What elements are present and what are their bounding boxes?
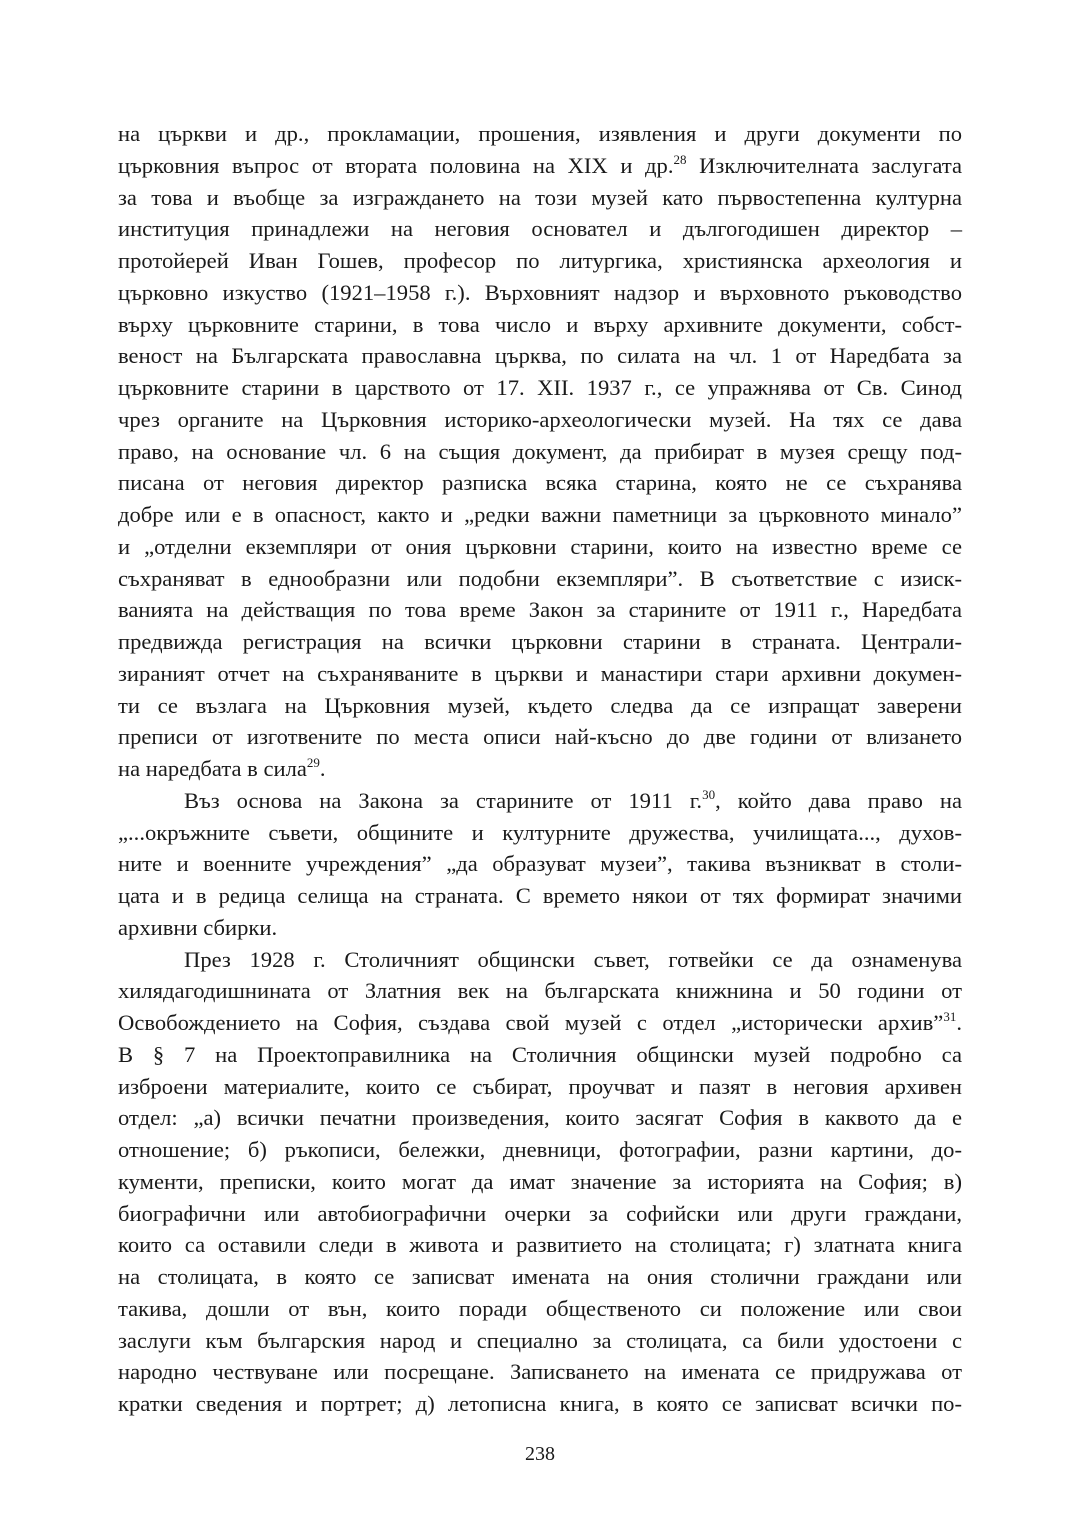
text-run: зираният отчет на съхраняваните в църкви и манастири стари архивни докумен- bbox=[118, 660, 962, 686]
footnote-marker[interactable]: 29 bbox=[306, 755, 320, 770]
text-run: Изключителната заслугата bbox=[686, 152, 962, 178]
text-run: на наредбата в сила bbox=[118, 756, 307, 781]
text-run: църковно изкуство (1921–1958 г.). Върховният надзор и върховното ръководство bbox=[118, 279, 962, 305]
text-line bbox=[118, 1134, 962, 1166]
page-body bbox=[118, 118, 962, 1420]
text-line bbox=[118, 721, 962, 753]
text-line bbox=[118, 1071, 962, 1103]
text-run: веност на Българската православна църква, по силата на чл. 1 от Наредбата за bbox=[118, 343, 962, 369]
text-line bbox=[118, 372, 962, 404]
text-line bbox=[118, 436, 962, 468]
text-run: които са оставили следи в живота и развитието на столицата; г) златната книга bbox=[118, 1232, 962, 1258]
text-line bbox=[118, 944, 962, 976]
text-run: право, на основание чл. 6 на същия документ, да прибират в музея срещу под- bbox=[118, 438, 962, 464]
text-run: , който дава право на bbox=[715, 787, 962, 813]
text-run: ванията на действащия по това време Закон за старините от 1911 г., Наредбата bbox=[118, 597, 962, 623]
text-run: църковния въпрос от втората половина на XIX и др. bbox=[118, 152, 674, 178]
text-line bbox=[118, 404, 962, 436]
text-line bbox=[118, 912, 962, 944]
footnote-marker[interactable]: 28 bbox=[673, 151, 687, 167]
text-run: архивни сбирки. bbox=[118, 914, 278, 940]
text-run: хилядагодишнината от Златния век на българската книжнина и 50 години от bbox=[118, 978, 962, 1004]
text-line bbox=[118, 753, 962, 785]
text-line bbox=[118, 1325, 962, 1357]
text-run: на църкви и др., прокламации, прошения, изявления и други документи по bbox=[118, 121, 962, 146]
text-run: . bbox=[956, 1010, 962, 1035]
text-run: цата и в редица селища на страната. С времето някои от тях формират значими bbox=[118, 883, 962, 908]
text-run: кратки сведения и портрет; д) летописна книга, в която се записват всички по- bbox=[118, 1391, 962, 1416]
text-line bbox=[118, 1102, 962, 1134]
text-line bbox=[118, 499, 962, 531]
text-run: предвижда регистрация на всички църковни старини в страната. Централи- bbox=[118, 629, 962, 654]
paragraph bbox=[118, 785, 962, 944]
text-run: преписи от изготвените по места описи най-късно до две години от влизането bbox=[118, 724, 962, 750]
text-run: ти се възлага на Църковния музей, където следва да се изпращат заверени bbox=[118, 692, 962, 718]
paragraph bbox=[118, 944, 962, 1420]
text-line bbox=[118, 245, 962, 277]
text-line bbox=[118, 1229, 962, 1261]
text-run: отношение; б) ръкописи, бележки, дневници, фотографии, разни картини, до- bbox=[118, 1137, 962, 1162]
text-line bbox=[118, 340, 962, 372]
text-run: църковните старини в царството от 17. XII. 1937 г., се упражнява от Св. Синод bbox=[118, 375, 962, 400]
text-run: на столицата, в която се записват имената на ония столични граждани или bbox=[118, 1264, 962, 1289]
text-line bbox=[118, 880, 962, 912]
text-run: институция принадлежи на неговия основател и дългогодишен директор – bbox=[118, 216, 962, 242]
text-run: народно чествуване или посрещане. Записването на имената се придружава от bbox=[118, 1359, 962, 1385]
text-run: чрез органите на Църковния историко-археологически музей. На тях се дава bbox=[118, 406, 962, 432]
text-line bbox=[118, 785, 962, 817]
text-line bbox=[118, 277, 962, 309]
text-line bbox=[118, 848, 962, 880]
text-line bbox=[118, 309, 962, 341]
text-line bbox=[118, 1166, 962, 1198]
text-run: През 1928 г. Столичният общински съвет, готвейки се да ознаменува bbox=[184, 946, 962, 972]
text-line bbox=[118, 1007, 962, 1039]
text-run: „...окръжните съвети, общините и културните дружества, училищата..., духов- bbox=[118, 819, 962, 845]
page-number: 238 bbox=[525, 1443, 555, 1465]
text-run: В § 7 на Проектоправилника на Столичния общински музей подробно са bbox=[118, 1041, 962, 1067]
text-run: биографични или автобиографични очерки за софийски или други граждани, bbox=[118, 1200, 962, 1226]
text-line bbox=[118, 531, 962, 563]
text-run: протойерей Иван Гошев, професор по литургика, християнска археология и bbox=[118, 248, 962, 273]
text-run: Освобождението на София, създава свой музей с отдел „исторически архив” bbox=[118, 1010, 944, 1035]
text-run: добре или е в опасност, както и „редки важни паметници за църковното минало” bbox=[118, 502, 962, 527]
text-line bbox=[118, 817, 962, 849]
paragraph bbox=[118, 118, 962, 785]
text-line bbox=[118, 182, 962, 214]
footnote-marker[interactable]: 31 bbox=[943, 1009, 957, 1024]
text-line bbox=[118, 690, 962, 722]
text-line bbox=[118, 213, 962, 245]
text-line bbox=[118, 975, 962, 1007]
text-line bbox=[118, 467, 962, 499]
text-line bbox=[118, 1198, 962, 1230]
text-run: Въз основа на Закона за старините от 1911 г. bbox=[184, 787, 703, 813]
text-run: ните и военните учреждения” „да образуват музеи”, такива възникват в столи- bbox=[118, 851, 962, 877]
text-run: и „отделни екземпляри от ония църковни старини, които на известно време се bbox=[118, 533, 962, 559]
text-run: . bbox=[319, 756, 326, 781]
text-line bbox=[118, 1356, 962, 1388]
text-line bbox=[118, 1039, 962, 1071]
footnote-marker[interactable]: 30 bbox=[702, 786, 716, 802]
text-line bbox=[118, 1261, 962, 1293]
text-run: съхраняват в еднообразни или подобни екземпляри”. В съответствие с изиск- bbox=[118, 565, 962, 591]
text-run: заслуги към българския народ и специално за столицата, са били удостоени с bbox=[118, 1327, 962, 1353]
text-line bbox=[118, 1293, 962, 1325]
text-line bbox=[118, 658, 962, 690]
text-run: писана от неговия директор разписка всяка старина, която не се съхранява bbox=[118, 470, 962, 496]
text-run: такива, дошли от вън, които поради общественото си положение или свои bbox=[118, 1295, 962, 1321]
text-line bbox=[118, 118, 962, 150]
text-run: кументи, преписки, които могат да имат значение за историята на София; в) bbox=[118, 1168, 962, 1194]
text-line bbox=[118, 563, 962, 595]
text-line bbox=[118, 594, 962, 626]
text-run: отдел: „а) всички печатни произведения, които засягат София в каквото да е bbox=[118, 1105, 962, 1131]
text-line bbox=[118, 626, 962, 658]
text-run: за това и въобще за изграждането на този музей като първостепенна културна bbox=[118, 184, 962, 210]
text-run: върху църковните старини, в това число и върху архивните документи, собст- bbox=[118, 311, 962, 337]
text-line bbox=[118, 150, 962, 182]
text-line bbox=[118, 1388, 962, 1420]
text-run: изброени материалите, които се събират, проучват и пазят в неговия архивен bbox=[118, 1073, 962, 1099]
